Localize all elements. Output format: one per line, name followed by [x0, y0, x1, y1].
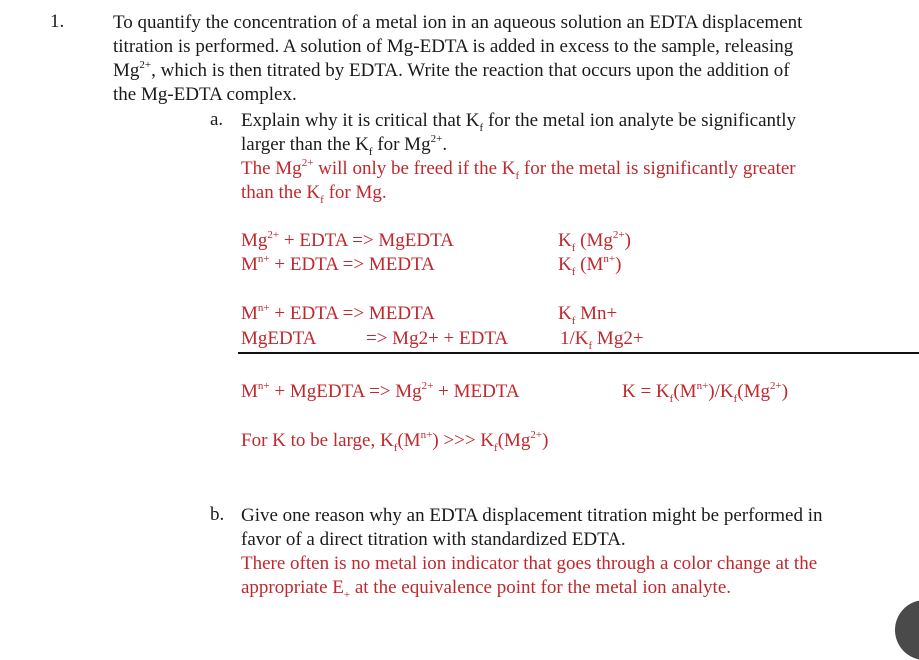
question-number: 1. [50, 11, 65, 32]
part-b-question-line: favor of a direct titration with standardized EDTA. [241, 529, 626, 550]
question-line: $Mg^{2+}$, which is then titrated by EDTA. Write the reaction that occurs upon the addition of [113, 58, 790, 81]
part-a-answer-line: than the $K_f$ for Mg. [241, 182, 387, 206]
part-a-answer-line: The $Mg^{2+}$ will only be freed if the $K_f$ for the metal is significantly greater [241, 156, 796, 182]
part-b-label: b. [210, 504, 225, 525]
question-line: To quantify the concentration of a metal ion in an aqueous solution an EDTA displacement [113, 12, 803, 33]
part-a-question-line: Explain why it is critical that $K_f$ for the metal ion analyte be significantly [241, 110, 797, 134]
part-b-question [241, 504, 823, 552]
part-a-answer [241, 157, 796, 205]
question-line: the Mg-EDTA complex. [113, 84, 297, 105]
part-a-question [241, 109, 796, 157]
equation-mgedta-products: => Mg2+ + EDTA [366, 328, 509, 349]
part-b-question-line: Give one reason why an EDTA displacement titration might be performed in [241, 505, 823, 526]
question-line: titration is performed. A solution of Mg-EDTA is added in excess to the sample, releasing [113, 36, 794, 57]
net-equation: $M^{n+}$ + MgEDTA => $Mg^{2+}$ + MEDTA [241, 379, 520, 402]
conclusion: For K to be large, $K_f(M^{n+})$ >>> $K_f(Mg^{2+})$ [241, 428, 549, 454]
equation-mg-edta: $Mg^{2+}$ + EDTA => MgEDTA [241, 228, 454, 251]
corner-overlay-button[interactable] [895, 600, 919, 660]
question-text [113, 11, 802, 107]
equation-m-edta: $M^{n+}$ + EDTA => MEDTA [241, 252, 435, 275]
kf-mg: $K_f$ $(Mg^{2+})$ [558, 228, 631, 254]
part-b-answer [241, 552, 817, 600]
kf-mn: $K_f$ Mn+ [558, 303, 618, 327]
part-b-answer-line: There often is no metal ion indicator that goes through a color change at the [241, 553, 818, 574]
sum-rule-divider [238, 352, 919, 354]
equation-mgedta-dissociation: MgEDTA [241, 328, 317, 349]
part-a-question-line: larger than the $K_f$ for $Mg^{2+}$. [241, 132, 448, 158]
kf-m: $K_f$ $(M^{n+})$ [558, 252, 622, 278]
inverse-kf-mg: $1/K_f$ Mg2+ [560, 328, 644, 352]
net-k-expression: $K = K_f(M^{n+})/K_f(Mg^{2+})$ [622, 379, 789, 405]
part-a-label: a. [210, 109, 224, 130]
part-b-answer-line: appropriate $E_+$ at the equivalence point for the metal ion analyte. [241, 577, 732, 601]
equation-m-edta-2: $M^{n+}$ + EDTA => MEDTA [241, 301, 435, 324]
